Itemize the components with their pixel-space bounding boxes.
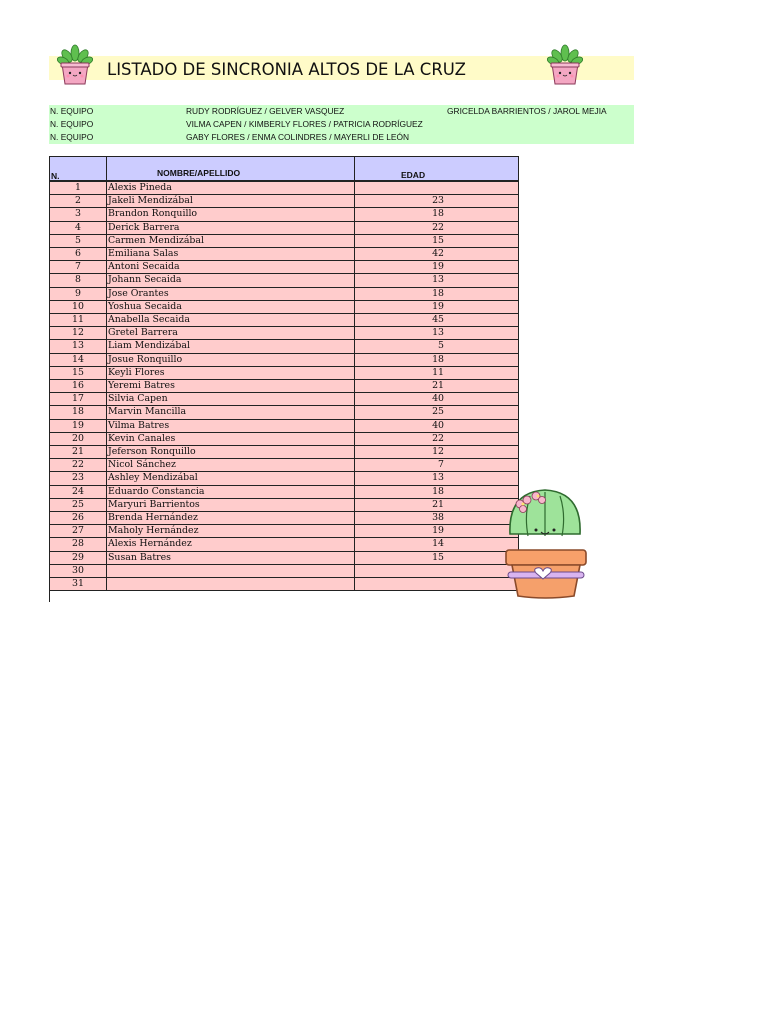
row-number: 29 (49, 551, 107, 565)
row-age: 23 (354, 194, 519, 208)
row-age: 7 (354, 458, 519, 472)
row-name: Ashley Mendizábal (106, 471, 355, 485)
table-row (49, 181, 519, 194)
teams-section (49, 105, 634, 144)
row-age: 21 (354, 498, 519, 512)
table-row (49, 392, 519, 405)
row-name: Antoni Secaida (106, 260, 355, 274)
row-number: 23 (49, 471, 107, 485)
row-number: 15 (49, 366, 107, 380)
row-age (354, 181, 519, 195)
header-num-cell (49, 156, 107, 181)
table-row (49, 353, 519, 366)
row-number: 9 (49, 287, 107, 301)
team-row (49, 131, 634, 144)
row-name: Kevin Canales (106, 432, 355, 446)
table-row (49, 326, 519, 339)
row-number: 11 (49, 313, 107, 327)
table-row (49, 564, 519, 577)
team-row (49, 118, 634, 131)
row-number: 16 (49, 379, 107, 393)
table-row (49, 260, 519, 273)
table-row (49, 379, 519, 392)
row-age: 19 (354, 300, 519, 314)
row-age: 12 (354, 445, 519, 459)
table-row (49, 339, 519, 352)
row-number: 26 (49, 511, 107, 525)
row-name: Nicol Sánchez (106, 458, 355, 472)
table-row (49, 273, 519, 286)
row-age (354, 564, 519, 578)
row-age: 38 (354, 511, 519, 525)
row-name: Brenda Hernández (106, 511, 355, 525)
table-row (49, 524, 519, 537)
row-age: 13 (354, 273, 519, 287)
team-members: GABY FLORES / ENMA COLINDRES / MAYERLI DE LEÓN (186, 132, 410, 142)
row-number: 12 (49, 326, 107, 340)
row-name: Emiliana Salas (106, 247, 355, 261)
row-name: Susan Batres (106, 551, 355, 565)
row-number: 2 (49, 194, 107, 208)
table-row (49, 551, 519, 564)
row-name: Anabella Secaida (106, 313, 355, 327)
row-number: 13 (49, 339, 107, 353)
table-row (49, 471, 519, 484)
row-age: 13 (354, 471, 519, 485)
row-name: Alexis Hernández (106, 537, 355, 551)
row-name (106, 577, 355, 591)
row-name: Marvin Mancilla (106, 405, 355, 419)
table-row (49, 577, 519, 590)
row-age (354, 577, 519, 591)
row-number: 25 (49, 498, 107, 512)
row-age: 15 (354, 551, 519, 565)
row-name: Jose Orantes (106, 287, 355, 301)
succulent-pot-icon (547, 44, 583, 86)
row-number: 3 (49, 207, 107, 221)
table-row (49, 511, 519, 524)
row-age: 11 (354, 366, 519, 380)
row-name: Brandon Ronquillo (106, 207, 355, 221)
succulent-pot-icon (57, 44, 93, 86)
row-name: Carmen Mendizábal (106, 234, 355, 248)
row-number: 22 (49, 458, 107, 472)
row-age: 13 (354, 326, 519, 340)
row-name: Eduardo Constancia (106, 485, 355, 499)
team-row (49, 105, 634, 118)
row-number: 19 (49, 419, 107, 433)
row-number: 6 (49, 247, 107, 261)
header-num: N. (51, 171, 60, 181)
row-name (106, 564, 355, 578)
row-age: 18 (354, 353, 519, 367)
row-number: 5 (49, 234, 107, 248)
table-header (49, 156, 519, 181)
row-age: 40 (354, 392, 519, 406)
row-age: 18 (354, 207, 519, 221)
table-row (49, 313, 519, 326)
row-number: 21 (49, 445, 107, 459)
row-name: Silvia Capen (106, 392, 355, 406)
row-age: 14 (354, 537, 519, 551)
row-name: Maryuri Barrientos (106, 498, 355, 512)
row-number: 30 (49, 564, 107, 578)
table-row (49, 419, 519, 432)
row-age: 22 (354, 432, 519, 446)
cactus-pot-icon (500, 484, 590, 600)
table-row (49, 537, 519, 550)
table-row (49, 234, 519, 247)
team-members: VILMA CAPEN / KIMBERLY FLORES / PATRICIA RODRÍGUEZ (186, 119, 423, 129)
row-name: Keyli Flores (106, 366, 355, 380)
row-age: 18 (354, 287, 519, 301)
row-number: 17 (49, 392, 107, 406)
table-row (49, 287, 519, 300)
row-age: 18 (354, 485, 519, 499)
team-label: N. EQUIPO (50, 132, 94, 142)
row-name: Derick Barrera (106, 221, 355, 235)
row-name: Liam Mendizábal (106, 339, 355, 353)
table-row (49, 432, 519, 445)
row-age: 19 (354, 260, 519, 274)
team-members-extra: GRICELDA BARRIENTOS / JAROL MEJIA (447, 106, 607, 116)
row-age: 22 (354, 221, 519, 235)
row-name: Vilma Batres (106, 419, 355, 433)
row-number: 20 (49, 432, 107, 446)
table-row (49, 405, 519, 418)
row-age: 42 (354, 247, 519, 261)
row-name: Josue Ronquillo (106, 353, 355, 367)
row-age: 25 (354, 405, 519, 419)
row-age: 40 (354, 419, 519, 433)
team-label: N. EQUIPO (50, 119, 94, 129)
row-number: 8 (49, 273, 107, 287)
row-number: 4 (49, 221, 107, 235)
row-age: 45 (354, 313, 519, 327)
row-name: Johann Secaida (106, 273, 355, 287)
table-row (49, 221, 519, 234)
row-number: 18 (49, 405, 107, 419)
row-name: Yeremi Batres (106, 379, 355, 393)
row-age: 15 (354, 234, 519, 248)
table-border-tail (49, 589, 50, 602)
row-age: 19 (354, 524, 519, 538)
row-number: 31 (49, 577, 107, 591)
row-number: 14 (49, 353, 107, 367)
table-row (49, 366, 519, 379)
row-name: Yoshua Secaida (106, 300, 355, 314)
row-age: 21 (354, 379, 519, 393)
row-number: 27 (49, 524, 107, 538)
row-age: 5 (354, 339, 519, 353)
table-row (49, 498, 519, 511)
row-number: 10 (49, 300, 107, 314)
table-row (49, 458, 519, 471)
row-number: 24 (49, 485, 107, 499)
row-number: 7 (49, 260, 107, 274)
table-row (49, 194, 519, 207)
row-number: 1 (49, 181, 107, 195)
table-row (49, 445, 519, 458)
table-row (49, 300, 519, 313)
table-row (49, 247, 519, 260)
row-name: Jeferson Ronquillo (106, 445, 355, 459)
row-number: 28 (49, 537, 107, 551)
table-row (49, 207, 519, 220)
row-name: Gretel Barrera (106, 326, 355, 340)
header-age: EDAD (401, 170, 426, 180)
row-name: Alexis Pineda (106, 181, 355, 195)
table-row (49, 485, 519, 498)
row-name: Jakeli Mendizábal (106, 194, 355, 208)
team-members: RUDY RODRÍGUEZ / GELVER VASQUEZ (186, 106, 345, 116)
header-name-cell (106, 156, 355, 181)
header-age-cell (354, 156, 519, 181)
header-name: NOMBRE/APELLIDO (157, 168, 241, 178)
team-label: N. EQUIPO (50, 106, 94, 116)
row-name: Maholy Hernández (106, 524, 355, 538)
page-title: LISTADO DE SINCRONIA ALTOS DE LA CRUZ (107, 60, 466, 79)
